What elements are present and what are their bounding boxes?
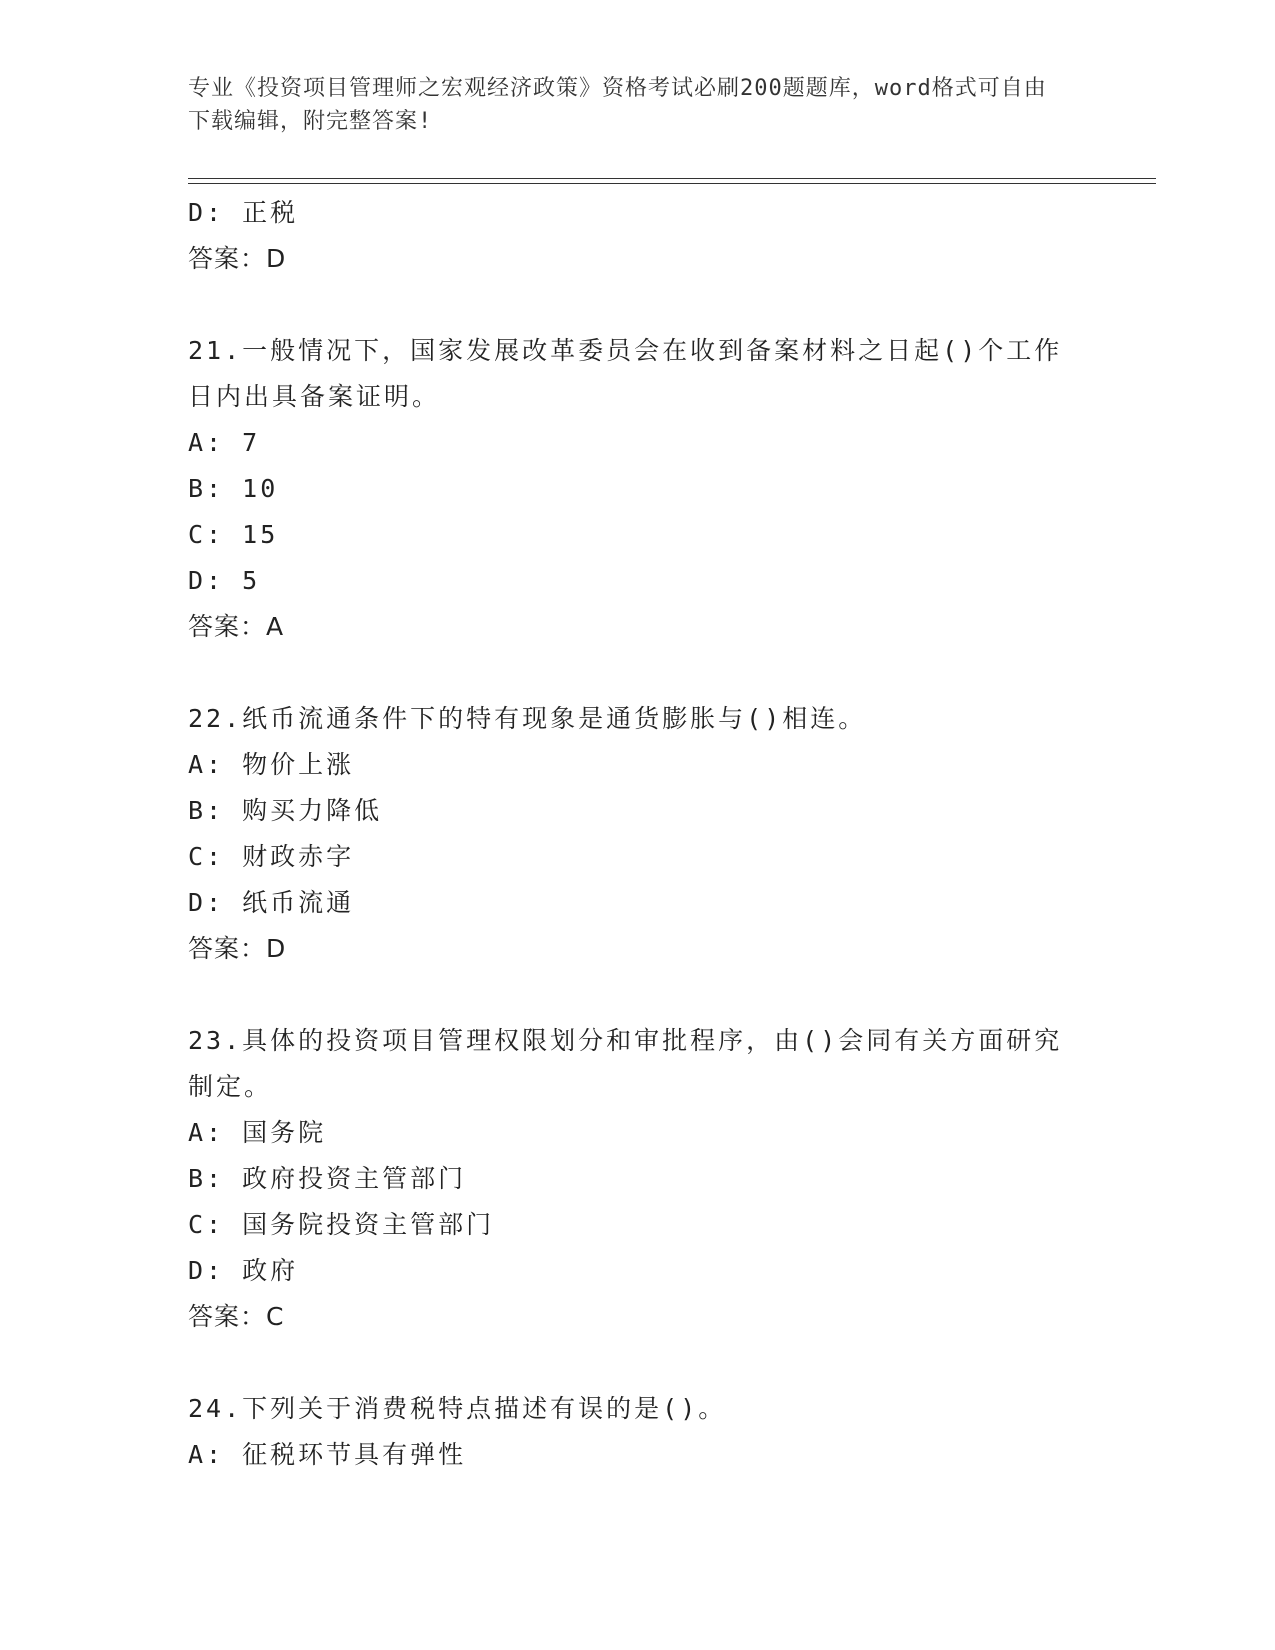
question-21 — [188, 328, 1088, 650]
option-a: A: 7 — [188, 428, 261, 457]
question-text: 24.下列关于消费税特点描述有误的是()。 — [188, 1394, 727, 1423]
question-content — [188, 190, 1088, 1478]
answer: 答案：A — [188, 612, 285, 641]
answer: 答案：D — [188, 934, 287, 963]
option-c: C: 国务院投资主管部门 — [188, 1210, 495, 1239]
question-text: 21.一般情况下，国家发展改革委员会在收到备案材料之日起()个工作日内出具备案证明。 — [188, 336, 1063, 411]
option-b: B: 购买力降低 — [188, 796, 383, 825]
question-text: 23.具体的投资项目管理权限划分和审批程序，由()会同有关方面研究制定。 — [188, 1026, 1063, 1101]
question-24 — [188, 1386, 1088, 1478]
prev-option-d: D: 正税 — [188, 198, 299, 227]
option-a: A: 征税环节具有弹性 — [188, 1440, 467, 1469]
page-header: 专业《投资项目管理师之宏观经济政策》资格考试必刷200题题库，word格式可自由下载编辑，附完整答案! — [188, 76, 1047, 134]
option-c: C: 财政赤字 — [188, 842, 355, 871]
question-text: 22.纸币流通条件下的特有现象是通货膨胀与()相连。 — [188, 704, 867, 733]
document-page — [188, 0, 1158, 1650]
option-a: A: 国务院 — [188, 1118, 327, 1147]
question-22 — [188, 696, 1088, 972]
option-a: A: 物价上涨 — [188, 750, 355, 779]
prev-answer: 答案：D — [188, 244, 287, 273]
header-divider-bottom — [188, 183, 1156, 184]
option-d: D: 5 — [188, 566, 261, 595]
option-d: D: 政府 — [188, 1256, 299, 1285]
answer: 答案：C — [188, 1302, 285, 1331]
header-divider-top — [188, 178, 1156, 179]
question-23 — [188, 1018, 1088, 1340]
option-c: C: 15 — [188, 520, 279, 549]
option-b: B: 10 — [188, 474, 279, 503]
option-b: B: 政府投资主管部门 — [188, 1164, 467, 1193]
option-d: D: 纸币流通 — [188, 888, 355, 917]
